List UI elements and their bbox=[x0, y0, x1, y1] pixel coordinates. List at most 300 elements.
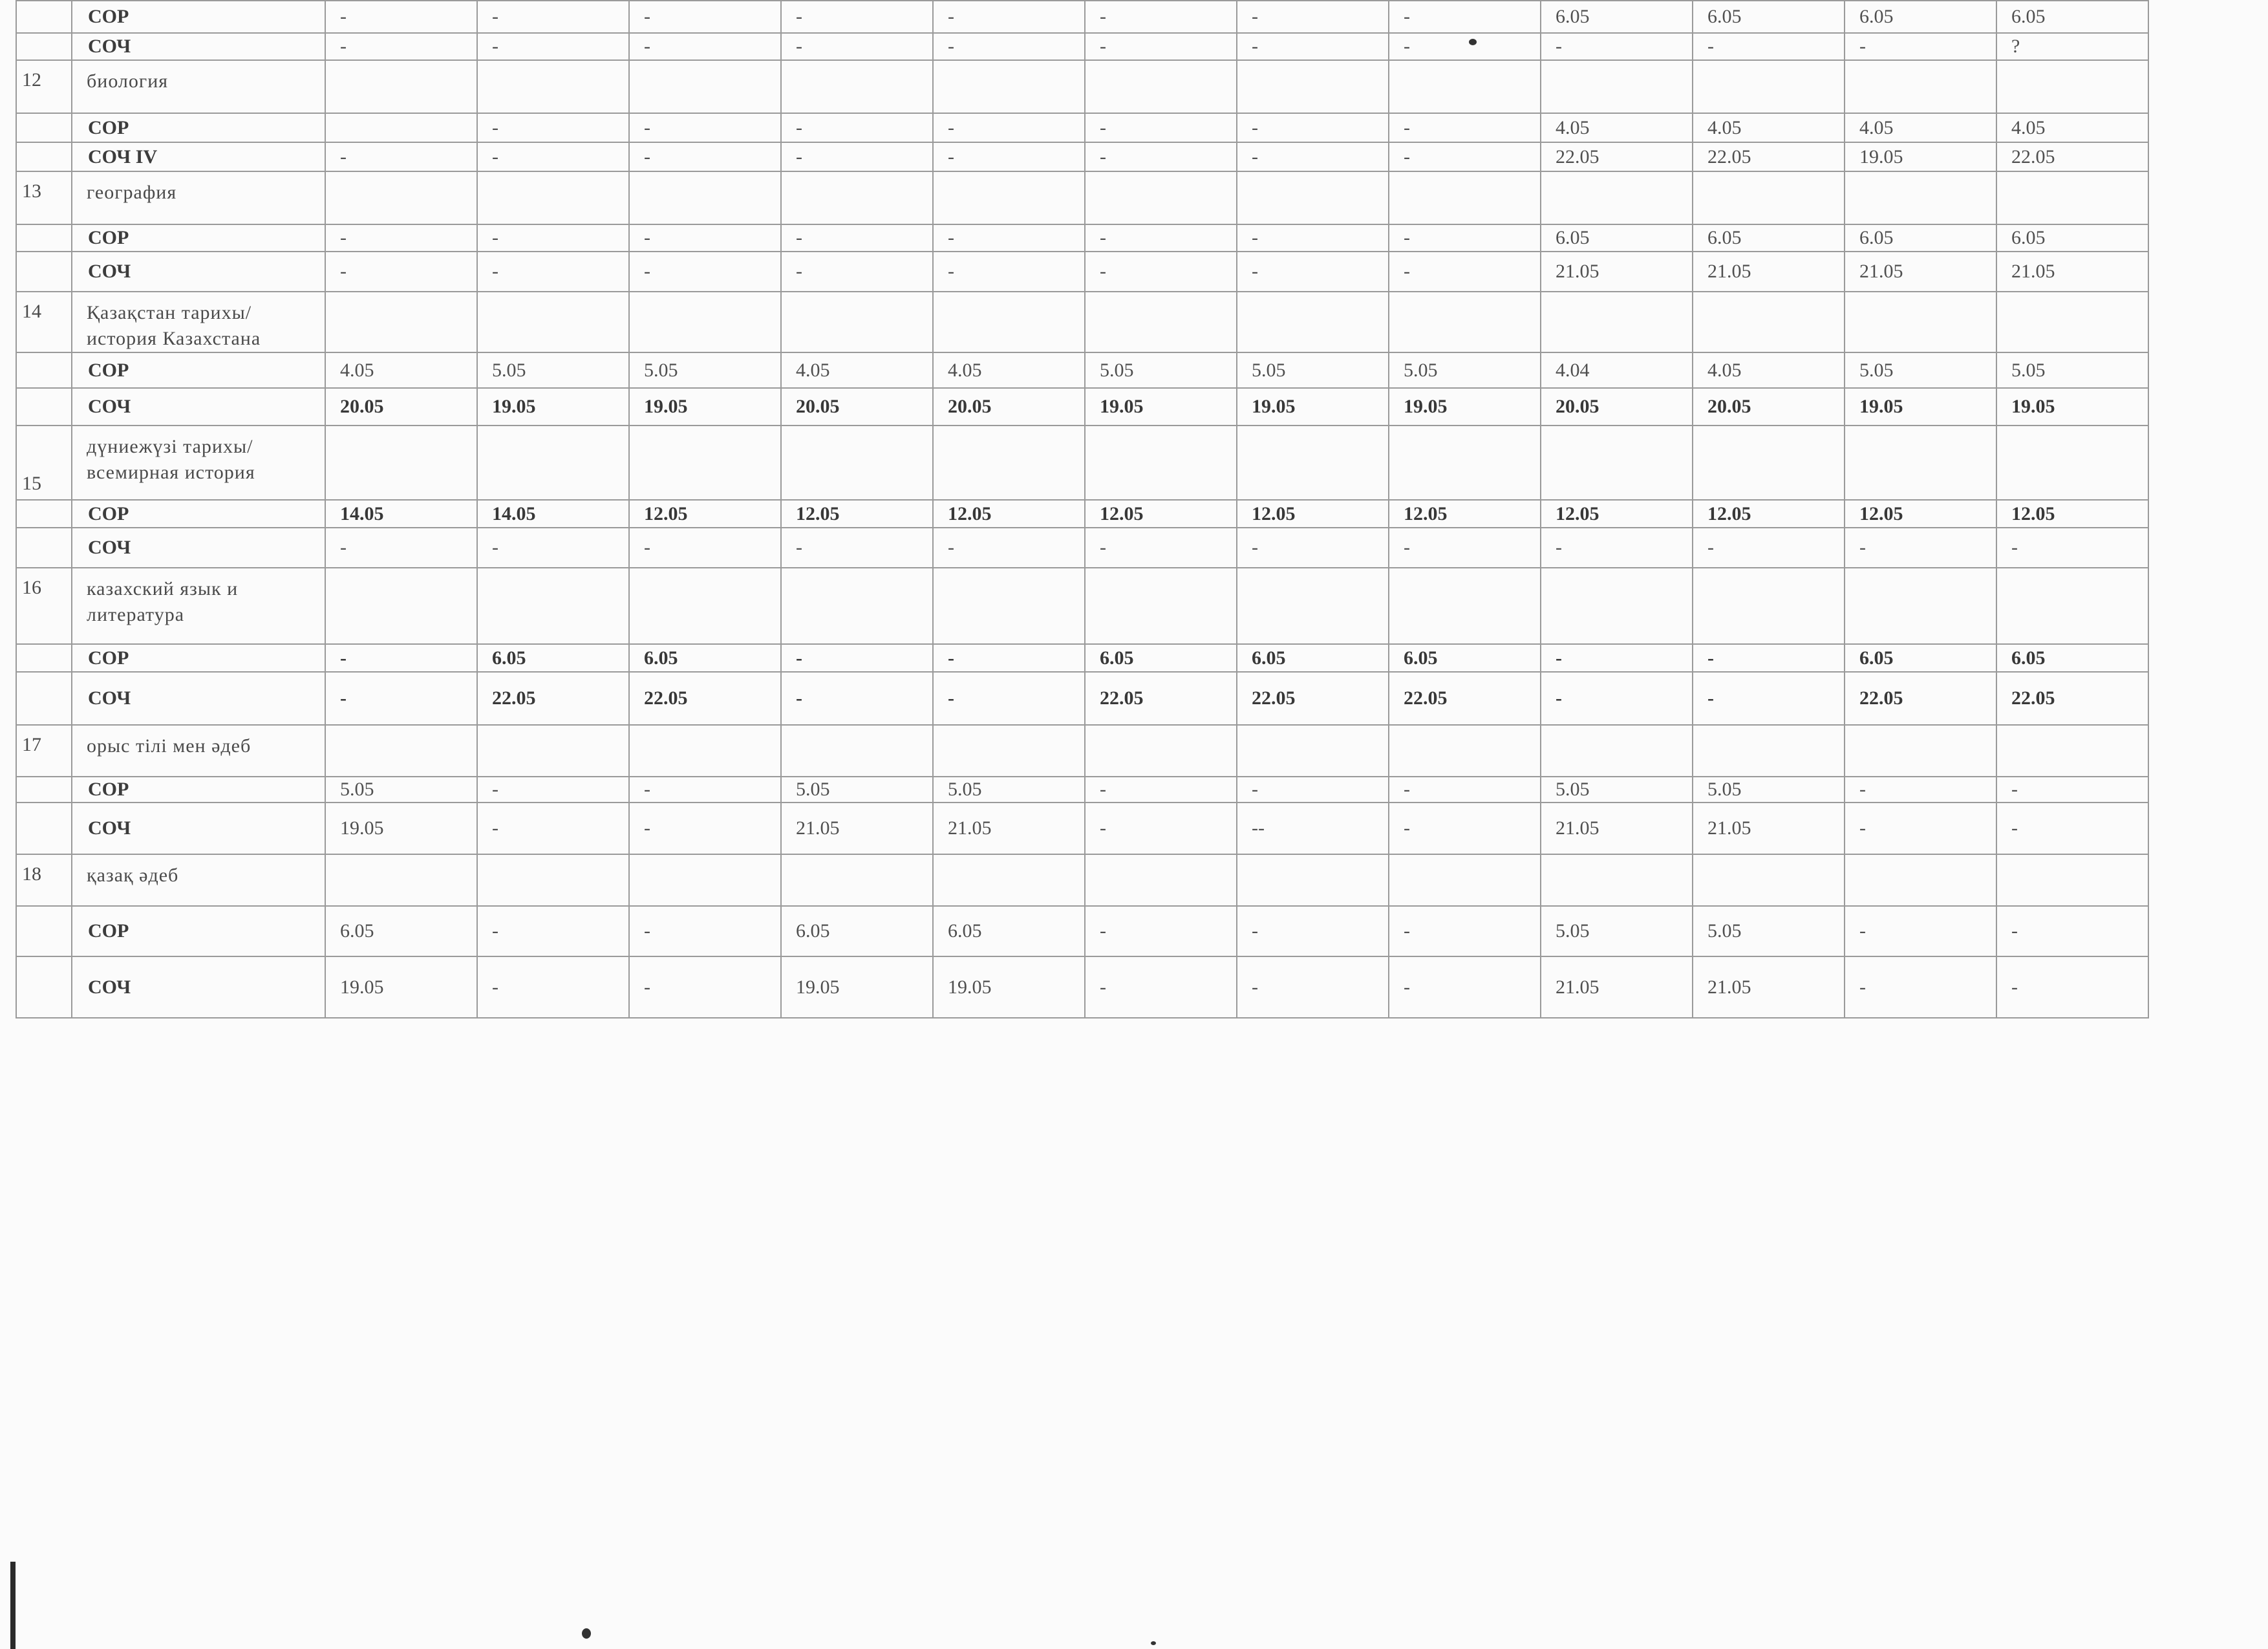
date-cell: - bbox=[629, 113, 781, 142]
date-cell: 12.05 bbox=[781, 500, 933, 528]
date-cell: 6.05 bbox=[781, 906, 933, 956]
date-cell: 6.05 bbox=[933, 906, 1085, 956]
date-cell: - bbox=[477, 803, 629, 854]
date-cell: 22.05 bbox=[1693, 142, 1845, 171]
empty-cell bbox=[1541, 854, 1693, 906]
date-cell: 19.05 bbox=[781, 956, 933, 1018]
empty-cell bbox=[933, 60, 1085, 113]
date-cell: - bbox=[933, 252, 1085, 292]
date-cell: 22.05 bbox=[1085, 672, 1237, 725]
assessment-type: СОЧ bbox=[72, 388, 325, 426]
date-cell: 12.05 bbox=[1845, 500, 1996, 528]
date-cell: 6.05 bbox=[1237, 644, 1389, 672]
empty-cell bbox=[1541, 725, 1693, 777]
date-cell: - bbox=[1845, 528, 1996, 568]
scan-speck bbox=[1151, 1641, 1156, 1645]
empty-cell bbox=[1085, 292, 1237, 352]
empty-cell bbox=[1085, 171, 1237, 224]
date-cell: - bbox=[477, 113, 629, 142]
date-cell: - bbox=[1845, 803, 1996, 854]
date-cell: 21.05 bbox=[1693, 252, 1845, 292]
date-cell: 4.05 bbox=[933, 352, 1085, 388]
date-cell: - bbox=[1389, 252, 1541, 292]
date-cell: - bbox=[325, 672, 477, 725]
assessment-type: СОЧ bbox=[72, 956, 325, 1018]
assessment-schedule-table bbox=[16, 0, 2149, 1018]
date-cell bbox=[325, 113, 477, 142]
date-cell: - bbox=[477, 956, 629, 1018]
date-cell: - bbox=[477, 252, 629, 292]
date-cell: - bbox=[325, 224, 477, 252]
date-cell: - bbox=[1845, 33, 1996, 60]
date-cell: 5.05 bbox=[933, 777, 1085, 803]
empty-cell bbox=[1541, 171, 1693, 224]
date-cell: - bbox=[1389, 33, 1541, 60]
row-number bbox=[16, 1, 72, 33]
date-cell: 19.05 bbox=[1389, 388, 1541, 426]
date-cell: 21.05 bbox=[1693, 803, 1845, 854]
date-cell: 5.05 bbox=[1996, 352, 2148, 388]
date-cell: 22.05 bbox=[1541, 142, 1693, 171]
subject-name: дүниежүзі тарихы/ всемирная история bbox=[72, 426, 325, 500]
date-cell: - bbox=[1996, 528, 2148, 568]
empty-cell bbox=[1389, 725, 1541, 777]
date-cell: 22.05 bbox=[1389, 672, 1541, 725]
empty-cell bbox=[1389, 854, 1541, 906]
date-cell: - bbox=[933, 672, 1085, 725]
assessment-type: СОЧ IV bbox=[72, 142, 325, 171]
date-cell: 4.05 bbox=[1693, 352, 1845, 388]
empty-cell bbox=[629, 568, 781, 644]
empty-cell bbox=[1693, 171, 1845, 224]
date-cell: - bbox=[325, 644, 477, 672]
date-cell: - bbox=[933, 644, 1085, 672]
date-cell: - bbox=[933, 224, 1085, 252]
date-cell: 5.05 bbox=[1693, 906, 1845, 956]
date-cell: 6.05 bbox=[1693, 224, 1845, 252]
row-number bbox=[16, 528, 72, 568]
row-number bbox=[16, 388, 72, 426]
date-cell: 5.05 bbox=[1237, 352, 1389, 388]
date-cell: 6.05 bbox=[325, 906, 477, 956]
date-cell: 12.05 bbox=[933, 500, 1085, 528]
assessment-type: СОЧ bbox=[72, 803, 325, 854]
empty-cell bbox=[1085, 568, 1237, 644]
empty-cell bbox=[1541, 426, 1693, 500]
date-cell: 6.05 bbox=[1541, 1, 1693, 33]
date-cell: - bbox=[1389, 142, 1541, 171]
date-cell: - bbox=[1237, 113, 1389, 142]
date-cell: 4.05 bbox=[325, 352, 477, 388]
date-cell: - bbox=[477, 224, 629, 252]
date-cell: 5.05 bbox=[629, 352, 781, 388]
empty-cell bbox=[1389, 60, 1541, 113]
empty-cell bbox=[933, 854, 1085, 906]
empty-cell bbox=[1389, 292, 1541, 352]
empty-cell bbox=[325, 292, 477, 352]
table-row bbox=[16, 672, 2148, 725]
empty-cell bbox=[1693, 725, 1845, 777]
assessment-type: СОР bbox=[72, 644, 325, 672]
date-cell: 4.05 bbox=[1996, 113, 2148, 142]
date-cell: - bbox=[477, 777, 629, 803]
date-cell: - bbox=[1693, 33, 1845, 60]
empty-cell bbox=[1389, 171, 1541, 224]
date-cell: 6.05 bbox=[1845, 644, 1996, 672]
date-cell: - bbox=[629, 528, 781, 568]
date-cell: 4.05 bbox=[1845, 113, 1996, 142]
date-cell: 19.05 bbox=[1237, 388, 1389, 426]
row-number bbox=[16, 224, 72, 252]
date-cell: - bbox=[1085, 33, 1237, 60]
empty-cell bbox=[1541, 60, 1693, 113]
empty-cell bbox=[1845, 60, 1996, 113]
date-cell: 21.05 bbox=[1541, 252, 1693, 292]
empty-cell bbox=[933, 426, 1085, 500]
date-cell: 6.05 bbox=[1693, 1, 1845, 33]
date-cell: - bbox=[1541, 672, 1693, 725]
assessment-type: СОР bbox=[72, 352, 325, 388]
date-cell: - bbox=[1237, 252, 1389, 292]
date-cell: - bbox=[933, 1, 1085, 33]
date-cell: - bbox=[1541, 644, 1693, 672]
empty-cell bbox=[629, 426, 781, 500]
empty-cell bbox=[1845, 426, 1996, 500]
row-number bbox=[16, 644, 72, 672]
empty-cell bbox=[1996, 568, 2148, 644]
date-cell: 5.05 bbox=[1693, 777, 1845, 803]
row-number: 17 bbox=[16, 725, 72, 777]
empty-cell bbox=[477, 292, 629, 352]
empty-cell bbox=[1996, 725, 2148, 777]
table-row bbox=[16, 113, 2148, 142]
date-cell: 5.05 bbox=[325, 777, 477, 803]
date-cell: - bbox=[629, 906, 781, 956]
empty-cell bbox=[781, 725, 933, 777]
empty-cell bbox=[477, 60, 629, 113]
assessment-type: СОР bbox=[72, 1, 325, 33]
date-cell: - bbox=[629, 803, 781, 854]
date-cell: - bbox=[1389, 803, 1541, 854]
empty-cell bbox=[325, 171, 477, 224]
row-number bbox=[16, 33, 72, 60]
empty-cell bbox=[477, 725, 629, 777]
date-cell: - bbox=[1237, 142, 1389, 171]
date-cell: 6.05 bbox=[1389, 644, 1541, 672]
row-number bbox=[16, 142, 72, 171]
empty-cell bbox=[629, 854, 781, 906]
date-cell: - bbox=[477, 142, 629, 171]
date-cell: - bbox=[1996, 956, 2148, 1018]
date-cell: 20.05 bbox=[781, 388, 933, 426]
date-cell: 6.05 bbox=[1996, 224, 2148, 252]
date-cell: 12.05 bbox=[1693, 500, 1845, 528]
assessment-type: СОЧ bbox=[72, 33, 325, 60]
row-number bbox=[16, 777, 72, 803]
empty-cell bbox=[781, 171, 933, 224]
empty-cell bbox=[325, 60, 477, 113]
date-cell: -- bbox=[1237, 803, 1389, 854]
empty-cell bbox=[1541, 568, 1693, 644]
date-cell: 19.05 bbox=[477, 388, 629, 426]
date-cell: 14.05 bbox=[477, 500, 629, 528]
row-number bbox=[16, 113, 72, 142]
date-cell: 12.05 bbox=[629, 500, 781, 528]
table-row bbox=[16, 60, 2148, 113]
date-cell: - bbox=[781, 224, 933, 252]
date-cell: - bbox=[1085, 224, 1237, 252]
date-cell: - bbox=[781, 528, 933, 568]
date-cell: 12.05 bbox=[1541, 500, 1693, 528]
date-cell: - bbox=[1389, 1, 1541, 33]
date-cell: - bbox=[1845, 777, 1996, 803]
table-row bbox=[16, 500, 2148, 528]
date-cell: 12.05 bbox=[1996, 500, 2148, 528]
date-cell: 22.05 bbox=[1845, 672, 1996, 725]
date-cell: - bbox=[1085, 252, 1237, 292]
assessment-type: СОР bbox=[72, 113, 325, 142]
date-cell: - bbox=[1693, 528, 1845, 568]
empty-cell bbox=[1237, 292, 1389, 352]
assessment-type: СОЧ bbox=[72, 528, 325, 568]
empty-cell bbox=[1693, 60, 1845, 113]
empty-cell bbox=[1845, 854, 1996, 906]
date-cell: 19.05 bbox=[1845, 142, 1996, 171]
date-cell: 19.05 bbox=[325, 956, 477, 1018]
date-cell: - bbox=[1085, 528, 1237, 568]
row-number: 12 bbox=[16, 60, 72, 113]
date-cell: - bbox=[1541, 528, 1693, 568]
date-cell: 6.05 bbox=[629, 644, 781, 672]
date-cell: - bbox=[1237, 224, 1389, 252]
date-cell: 22.05 bbox=[1996, 142, 2148, 171]
empty-cell bbox=[629, 292, 781, 352]
row-number bbox=[16, 906, 72, 956]
table-row bbox=[16, 803, 2148, 854]
date-cell: - bbox=[781, 142, 933, 171]
empty-cell bbox=[1996, 426, 2148, 500]
date-cell: 5.05 bbox=[1389, 352, 1541, 388]
empty-cell bbox=[477, 854, 629, 906]
assessment-type: СОР bbox=[72, 500, 325, 528]
table-row bbox=[16, 956, 2148, 1018]
empty-cell bbox=[1085, 854, 1237, 906]
date-cell: 6.05 bbox=[477, 644, 629, 672]
empty-cell bbox=[933, 171, 1085, 224]
empty-cell bbox=[1237, 854, 1389, 906]
empty-cell bbox=[1237, 171, 1389, 224]
empty-cell bbox=[629, 725, 781, 777]
empty-cell bbox=[1237, 568, 1389, 644]
date-cell: 12.05 bbox=[1237, 500, 1389, 528]
date-cell: - bbox=[1237, 777, 1389, 803]
table-row bbox=[16, 906, 2148, 956]
subject-name: орыс тілі мен әдеб bbox=[72, 725, 325, 777]
table-row bbox=[16, 644, 2148, 672]
date-cell: 22.05 bbox=[629, 672, 781, 725]
date-cell: 19.05 bbox=[933, 956, 1085, 1018]
date-cell: 4.04 bbox=[1541, 352, 1693, 388]
date-cell: - bbox=[629, 777, 781, 803]
date-cell: - bbox=[477, 33, 629, 60]
date-cell: - bbox=[477, 1, 629, 33]
date-cell: 4.05 bbox=[1541, 113, 1693, 142]
empty-cell bbox=[781, 60, 933, 113]
empty-cell bbox=[781, 426, 933, 500]
date-cell: 19.05 bbox=[1996, 388, 2148, 426]
date-cell: - bbox=[781, 644, 933, 672]
date-cell: - bbox=[629, 33, 781, 60]
date-cell: - bbox=[933, 528, 1085, 568]
scan-speck bbox=[582, 1628, 591, 1639]
date-cell: - bbox=[1085, 113, 1237, 142]
date-cell: - bbox=[1085, 906, 1237, 956]
row-number bbox=[16, 252, 72, 292]
date-cell: - bbox=[1085, 956, 1237, 1018]
date-cell: ? bbox=[1996, 33, 2148, 60]
date-cell: 12.05 bbox=[1389, 500, 1541, 528]
date-cell: - bbox=[1389, 956, 1541, 1018]
date-cell: - bbox=[1389, 528, 1541, 568]
empty-cell bbox=[933, 725, 1085, 777]
row-number bbox=[16, 672, 72, 725]
table-row bbox=[16, 171, 2148, 224]
subject-name: Қазақстан тарихы/ история Казахстана bbox=[72, 292, 325, 352]
row-number bbox=[16, 956, 72, 1018]
table-row bbox=[16, 568, 2148, 644]
date-cell: 21.05 bbox=[781, 803, 933, 854]
date-cell: - bbox=[781, 252, 933, 292]
empty-cell bbox=[1845, 725, 1996, 777]
date-cell: - bbox=[1237, 956, 1389, 1018]
empty-cell bbox=[1996, 854, 2148, 906]
date-cell: 6.05 bbox=[1996, 644, 2148, 672]
date-cell: 21.05 bbox=[1996, 252, 2148, 292]
table-row bbox=[16, 528, 2148, 568]
table-row bbox=[16, 33, 2148, 60]
empty-cell bbox=[1996, 292, 2148, 352]
date-cell: 20.05 bbox=[1541, 388, 1693, 426]
empty-cell bbox=[325, 568, 477, 644]
date-cell: - bbox=[629, 142, 781, 171]
date-cell: - bbox=[1693, 672, 1845, 725]
date-cell: 5.05 bbox=[1085, 352, 1237, 388]
date-cell: - bbox=[933, 142, 1085, 171]
empty-cell bbox=[325, 854, 477, 906]
empty-cell bbox=[1389, 426, 1541, 500]
row-number bbox=[16, 500, 72, 528]
date-cell: - bbox=[629, 224, 781, 252]
empty-cell bbox=[629, 171, 781, 224]
date-cell: - bbox=[1389, 906, 1541, 956]
date-cell: - bbox=[629, 252, 781, 292]
date-cell: 21.05 bbox=[1541, 956, 1693, 1018]
empty-cell bbox=[1693, 426, 1845, 500]
table-row bbox=[16, 725, 2148, 777]
subject-name: казахский язык и литература bbox=[72, 568, 325, 644]
empty-cell bbox=[1541, 292, 1693, 352]
date-cell: - bbox=[1085, 803, 1237, 854]
row-number: 16 bbox=[16, 568, 72, 644]
assessment-type: СОР bbox=[72, 906, 325, 956]
table-row bbox=[16, 1, 2148, 33]
date-cell: 20.05 bbox=[325, 388, 477, 426]
empty-cell bbox=[1237, 725, 1389, 777]
empty-cell bbox=[477, 568, 629, 644]
date-cell: 19.05 bbox=[325, 803, 477, 854]
date-cell: - bbox=[933, 113, 1085, 142]
date-cell: 21.05 bbox=[1541, 803, 1693, 854]
empty-cell bbox=[1237, 60, 1389, 113]
row-number: 15 bbox=[16, 426, 72, 500]
date-cell: 20.05 bbox=[933, 388, 1085, 426]
empty-cell bbox=[1693, 292, 1845, 352]
table-row bbox=[16, 854, 2148, 906]
date-cell: 5.05 bbox=[1845, 352, 1996, 388]
date-cell: - bbox=[1237, 528, 1389, 568]
date-cell: - bbox=[477, 528, 629, 568]
date-cell: - bbox=[781, 33, 933, 60]
empty-cell bbox=[325, 426, 477, 500]
date-cell: 22.05 bbox=[1237, 672, 1389, 725]
subject-name: қазақ әдеб bbox=[72, 854, 325, 906]
date-cell: - bbox=[781, 113, 933, 142]
table-row bbox=[16, 426, 2148, 500]
date-cell: 19.05 bbox=[1085, 388, 1237, 426]
date-cell: - bbox=[1085, 142, 1237, 171]
row-number bbox=[16, 803, 72, 854]
assessment-type: СОЧ bbox=[72, 252, 325, 292]
empty-cell bbox=[1389, 568, 1541, 644]
date-cell: - bbox=[1845, 956, 1996, 1018]
date-cell: 21.05 bbox=[1845, 252, 1996, 292]
date-cell: 21.05 bbox=[933, 803, 1085, 854]
date-cell: - bbox=[325, 252, 477, 292]
empty-cell bbox=[629, 60, 781, 113]
assessment-type: СОР bbox=[72, 777, 325, 803]
date-cell: 20.05 bbox=[1693, 388, 1845, 426]
empty-cell bbox=[1996, 171, 2148, 224]
date-cell: - bbox=[1541, 33, 1693, 60]
date-cell: 19.05 bbox=[629, 388, 781, 426]
empty-cell bbox=[781, 568, 933, 644]
date-cell: - bbox=[1389, 113, 1541, 142]
empty-cell bbox=[477, 171, 629, 224]
table-row bbox=[16, 292, 2148, 352]
date-cell: - bbox=[1085, 777, 1237, 803]
table-row bbox=[16, 142, 2148, 171]
assessment-type: СОР bbox=[72, 224, 325, 252]
subject-name: биология bbox=[72, 60, 325, 113]
date-cell: 5.05 bbox=[1541, 906, 1693, 956]
date-cell: - bbox=[325, 1, 477, 33]
empty-cell bbox=[477, 426, 629, 500]
empty-cell bbox=[781, 292, 933, 352]
date-cell: - bbox=[1996, 777, 2148, 803]
empty-cell bbox=[933, 292, 1085, 352]
row-number bbox=[16, 352, 72, 388]
empty-cell bbox=[1845, 171, 1996, 224]
date-cell: - bbox=[1085, 1, 1237, 33]
date-cell: 5.05 bbox=[1541, 777, 1693, 803]
date-cell: 22.05 bbox=[477, 672, 629, 725]
date-cell: 6.05 bbox=[1845, 1, 1996, 33]
date-cell: - bbox=[477, 906, 629, 956]
row-number: 18 bbox=[16, 854, 72, 906]
table-row bbox=[16, 352, 2148, 388]
empty-cell bbox=[1996, 60, 2148, 113]
table-row bbox=[16, 777, 2148, 803]
